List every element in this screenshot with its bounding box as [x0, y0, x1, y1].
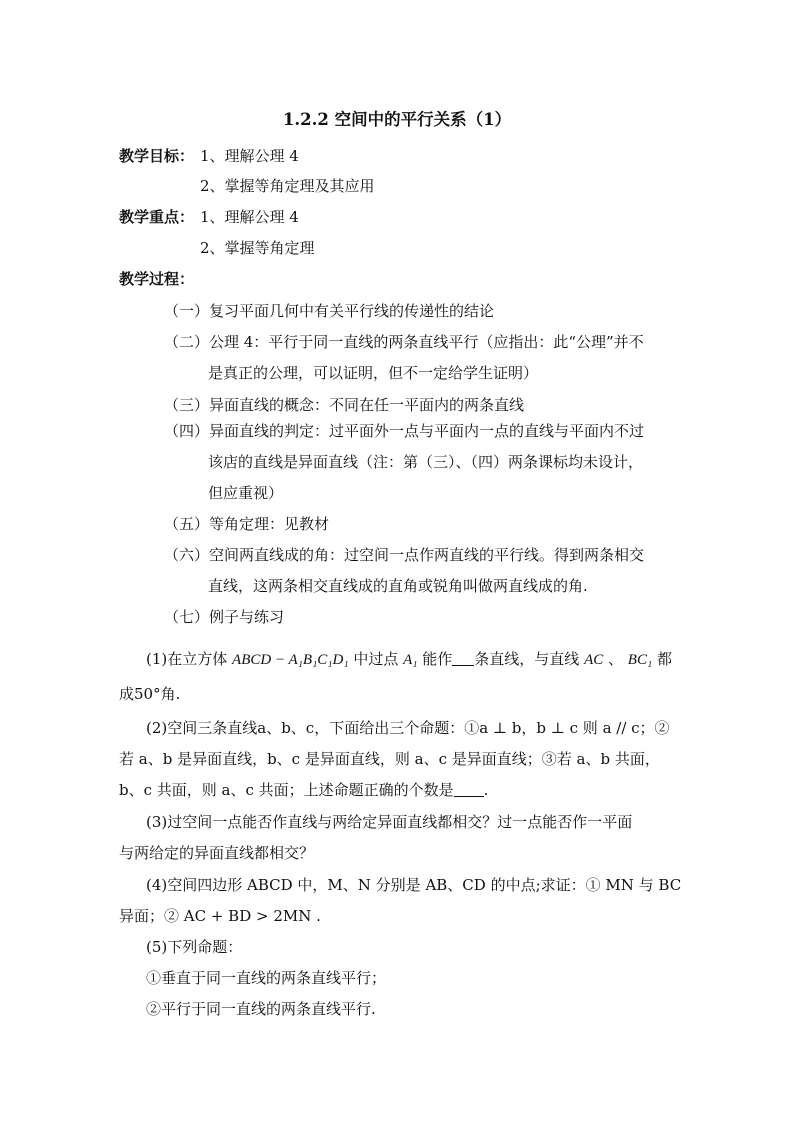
- text: 都: [652, 650, 672, 668]
- text: 能作: [417, 650, 453, 668]
- problem-4-line-2: 异面；② AC + BD > 2MN .: [119, 907, 321, 925]
- text: .: [483, 781, 489, 799]
- line-name: AC: [584, 652, 604, 668]
- process-line: （五）等角定理：见教材: [164, 515, 330, 533]
- problem-1-line-2: 成50°角.: [119, 685, 181, 703]
- goals-label: 教学目标：: [119, 147, 195, 165]
- process-line: 但应重视）: [208, 484, 284, 502]
- problem-2-line-3: [119, 780, 488, 800]
- text: 、: [603, 650, 628, 668]
- problem-1-line-1: [146, 649, 672, 670]
- process-line: 该店的直线是异面直线（注：第（三）、（四）两条课标均未设计，: [208, 453, 644, 471]
- answer-blank: [454, 782, 484, 797]
- problem-4-line-1: (4)空间四边形 ABCD 中，M、N 分别是 AB、CD 的中点;求证：① MN 与 BC: [146, 876, 682, 894]
- problem-5-line-3: ②平行于同一直线的两条直线平行.: [146, 1000, 376, 1018]
- process-line: （七）例子与练习: [164, 608, 285, 626]
- process-label: 教学过程：: [119, 270, 195, 288]
- problem-3-line-2: 与两给定的异面直线都相交？: [119, 844, 315, 862]
- problem-3-line-1: (3)过空间一点能否作直线与两给定异面直线都相交？过一点能否作一平面: [146, 813, 633, 831]
- goal-item-2: 2、掌握等角定理及其应用: [200, 177, 375, 195]
- process-line: 是真正的公理，可以证明，但不一定给学生证明）: [208, 364, 539, 382]
- goal-item-1: 1、理解公理 4: [200, 147, 299, 165]
- keypoint-item-2: 2、掌握等角定理: [200, 239, 315, 257]
- point-name: A₁: [403, 652, 418, 668]
- answer-blank: [452, 651, 474, 666]
- process-line: 直线，这两条相交直线成的直角或锐角叫做两直线成的角.: [208, 577, 588, 595]
- problem-2-line-2: 若 a、b 是异面直线，b、c 是异面直线，则 a、c 是异面直线；③若 a、b 共面，: [119, 750, 660, 768]
- text: b、c 共面，则 a、c 共面；上述命题正确的个数是: [119, 781, 454, 799]
- process-line: （二）公理 4：平行于同一直线的两条直线平行（应指出：此“公理”并不: [164, 333, 644, 351]
- process-line: （三）异面直线的概念：不同在任一平面内的两条直线: [164, 396, 525, 414]
- cube-name: ABCD − A₁B₁C₁D₁: [232, 652, 349, 668]
- problem-5-line-2: ①垂直于同一直线的两条直线平行；: [146, 969, 387, 987]
- text: (1)在立方体: [146, 650, 233, 668]
- process-line: （四）异面直线的判定：过平面外一点与平面内一点的直线与平面内不过: [164, 422, 645, 440]
- keypoints-label: 教学重点：: [119, 208, 195, 226]
- keypoint-item-1: 1、理解公理 4: [200, 208, 299, 226]
- text: 条直线，与直线: [474, 650, 585, 668]
- problem-2-line-1: (2)空间三条直线a、b、c，下面给出三个命题：①a ⊥ b，b ⊥ c 则 a // c；②: [146, 719, 670, 737]
- line-name: BC₁: [627, 652, 653, 668]
- text: 中过点: [348, 650, 404, 668]
- page-title: 1.2.2 空间中的平行关系（1）: [282, 110, 512, 129]
- problem-5-line-1: (5)下列命题：: [146, 938, 243, 956]
- process-line: （六）空间两直线成的角：过空间一点作两直线的平行线。得到两条相交: [164, 546, 645, 564]
- process-line: （一）复习平面几何中有关平行线的传递性的结论: [164, 302, 495, 320]
